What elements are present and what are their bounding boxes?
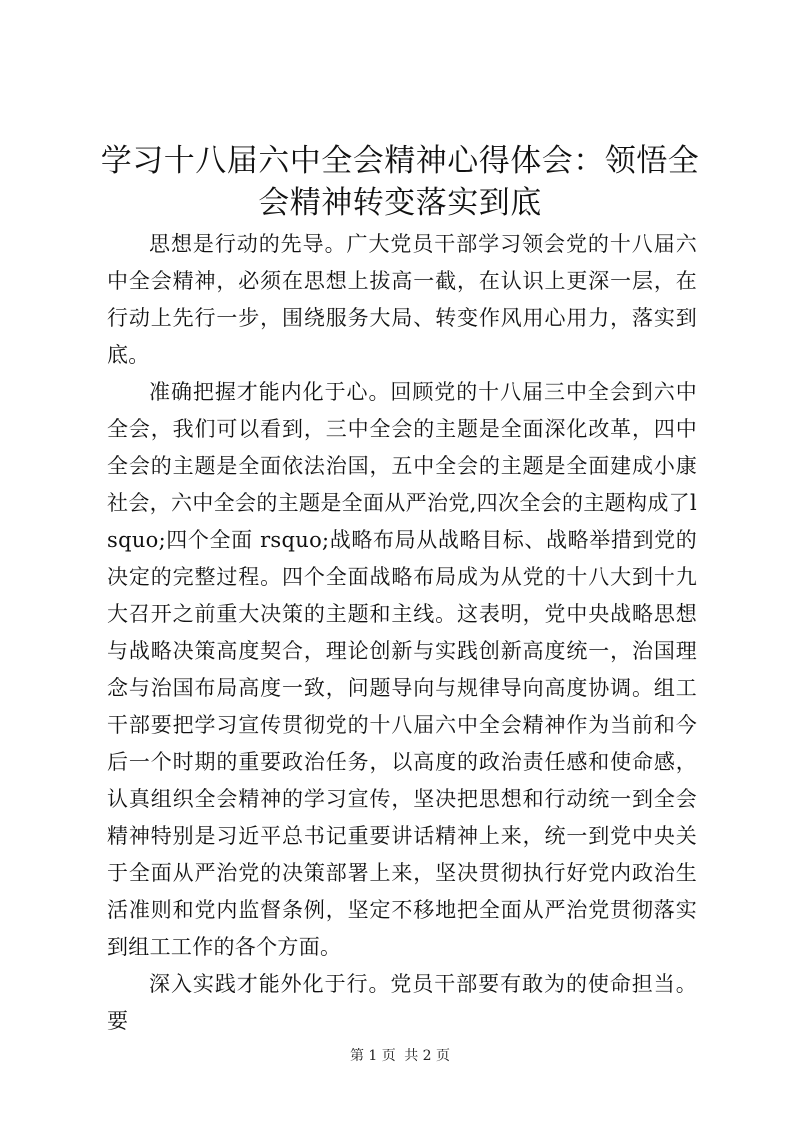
page-footer — [0, 1046, 800, 1066]
paragraph-2: 准确把握才能内化于心。回顾党的十八届三中全会到六中全会，我们可以看到，三中全会的主题是全面深化改革，四中全会的主题是全面依法治国，五中全会的主题是全面建成小康社会，六中全会的主题是全面从严治党,四次全会的主题构成了lsquo;四个全面 rsquo;战略布局从战略目标、战略举措到党的决定的完整过程。四个全面战略布局成为从党的十八大到十九大召开之前重大决策的主题和主线。这表明，党中央战略思想与战略决策高度契合，理论创新与实践创新高度统一，治国理念与治国布局高度一致，问题导向与规律导向高度协调。组工干部要把学习宣传贯彻党的十八届六中全会精神作为当前和今后一个时期的重要政治任务，以高度的政治责任感和使命感，认真组织全会精神的学习宣传，坚决把思想和行动统一到全会精神特别是习近平总书记重要讲话精神上来，统一到党中央关于全面从严治党的决策部署上来，坚决贯彻执行好党内政治生活准则和党内监督条例，坚定不移地把全面从严治党贯彻落实到组工工作的各个方面。 — [107, 380, 697, 959]
page-number: 第 1 页 — [349, 1048, 396, 1064]
paragraph-3: 深入实践才能外化于行。党员干部要有敢为的使命担当。要 — [107, 972, 697, 1033]
document-body — [107, 226, 697, 1040]
document-title: 学习十八届六中全会精神心得体会：领悟全会精神转变落实到底 — [100, 143, 700, 221]
page-total: 共 2 页 — [404, 1048, 451, 1064]
paragraph-1: 思想是行动的先导。广大党员干部学习领会党的十八届六中全会精神，必须在思想上拔高一截，在认识上更深一层，在行动上先行一步，围绕服务大局、转变作风用心用力，落实到底。 — [107, 232, 697, 367]
